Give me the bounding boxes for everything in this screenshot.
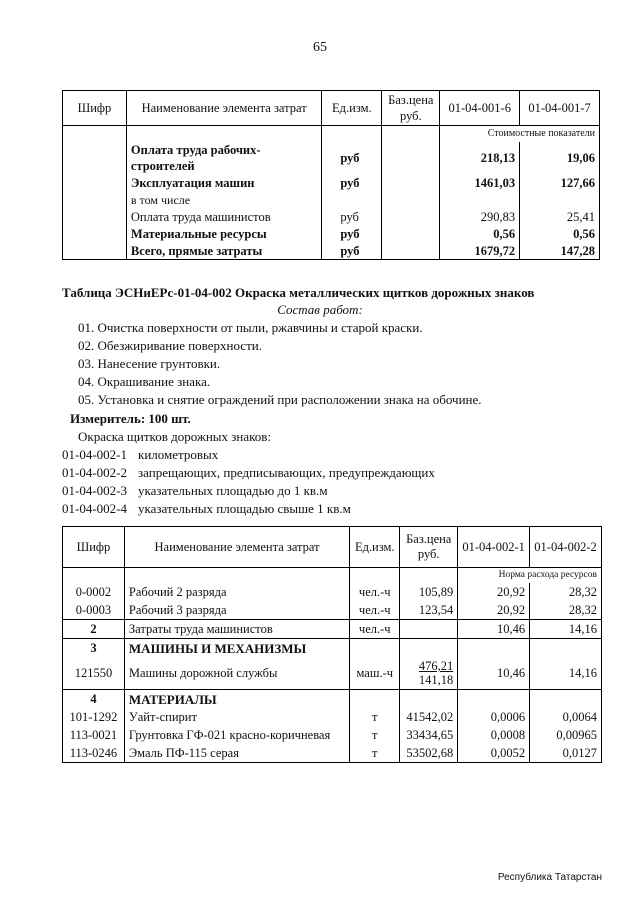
cell-code: 121550 [63,657,125,690]
variant-item [62,464,435,482]
cell-name: Машины дорожной службы [124,657,349,690]
resource-table-2 [62,526,602,763]
table-row [63,726,602,744]
cell-code [63,191,127,208]
variant-item [62,500,435,518]
cell-name: Рабочий 3 разряда [124,601,349,620]
table-subheader-row [63,126,600,143]
cell-value-1 [458,639,530,658]
intro-text: Окраска щитков дорожных знаков: [78,429,272,444]
table-header-row [63,527,602,568]
cell-value-2: 14,16 [530,620,602,639]
cell-value-2: 25,41 [520,208,600,225]
cell-unit [322,191,382,208]
table-row [63,142,600,174]
header-col1: 01-04-001-6 [440,91,520,126]
table-row [63,583,602,601]
cell-price [400,657,458,690]
cell-code: 4 [63,690,125,709]
cell-value-1: 290,83 [440,208,520,225]
cell-value-1: 1461,03 [440,174,520,191]
table-row [63,242,600,260]
work-item: 02. Обезжиривание поверхности. [78,338,262,353]
cell-value-2 [530,639,602,658]
cell-code: 2 [63,620,125,639]
cell-name: Эксплуатация машин [126,174,322,191]
cell-price: 53502,68 [400,744,458,763]
cell-value-2 [520,191,600,208]
cell-name: Оплата труда машинистов [126,208,322,225]
cell-code [63,225,127,242]
cell-price [382,225,440,242]
measure-unit: Измеритель: 100 шт. [70,411,191,426]
variant-text: указательных площадью до 1 кв.м [138,483,328,498]
cell-unit: чел.-ч [350,601,400,620]
cell-value-1 [440,191,520,208]
table-row [63,601,602,620]
cell-value-1: 10,46 [458,620,530,639]
cell-code [63,142,127,174]
cell-name: Материальные ресурсы [126,225,322,242]
cell-unit: руб [322,142,382,174]
cell-unit: т [350,726,400,744]
footer-region: Республика Татарстан [497,872,602,883]
cell-value-1: 0,0008 [458,726,530,744]
cell-price: 41542,02 [400,708,458,726]
cell-price [400,690,458,709]
table-row [63,225,600,242]
table-row [63,708,602,726]
variant-text: запрещающих, предписывающих, предупреждающих [138,465,435,480]
cell-price [382,191,440,208]
cell-value-2: 19,06 [520,142,600,174]
table-row [63,657,602,690]
table-row [63,174,600,191]
work-items-list [78,319,482,409]
header-col1: 01-04-002-1 [458,527,530,568]
cell-unit: маш.-ч [350,657,400,690]
work-item: 04. Окрашивание знака. [78,374,211,389]
header-unit: Ед.изм. [322,91,382,126]
variant-text: километровых [138,447,219,462]
cell-value-2: 0,56 [520,225,600,242]
table-row [63,744,602,763]
cell-unit: чел.-ч [350,620,400,639]
cell-code [63,174,127,191]
variant-text: указательных площадью свыше 1 кв.м [138,501,351,516]
cell-unit [350,639,400,658]
cell-value-1: 1679,72 [440,242,520,260]
header-name: Наименование элемента затрат [124,527,349,568]
table-row [63,690,602,709]
table-row [63,639,602,658]
cell-code: 113-0021 [63,726,125,744]
header-name: Наименование элемента затрат [126,91,322,126]
cell-price [400,639,458,658]
cell-value-1: 10,46 [458,657,530,690]
cell-unit: руб [322,174,382,191]
cell-value-2: 0,00965 [530,726,602,744]
cell-value-1 [458,690,530,709]
cell-unit: руб [322,225,382,242]
cell-name: Всего, прямые затраты [126,242,322,260]
header-col2: 01-04-001-7 [520,91,600,126]
cell-value-1: 0,0006 [458,708,530,726]
cell-value-2: 127,66 [520,174,600,191]
cell-unit: т [350,744,400,763]
price-value: 476,21 [418,659,454,673]
subheader-label: Норма расхода ресурсов [458,568,602,584]
cell-code [63,208,127,225]
table-row [63,208,600,225]
cell-value-1: 0,0052 [458,744,530,763]
cell-value-1: 20,92 [458,583,530,601]
variant-code: 01-04-002-2 [62,465,127,480]
cell-code: 113-0246 [63,744,125,763]
cell-value-1: 20,92 [458,601,530,620]
cell-value-2: 28,32 [530,583,602,601]
header-price: Баз.цена руб. [382,91,440,126]
cell-price: 105,89 [400,583,458,601]
work-item: 01. Очистка поверхности от пыли, ржавчины и старой краски. [78,320,423,335]
cell-price: 33434,65 [400,726,458,744]
cost-table-1 [62,90,600,260]
header-unit: Ед.изм. [350,527,400,568]
variant-code: 01-04-002-4 [62,501,127,516]
cell-code: 101-1292 [63,708,125,726]
subheader-label: Стоимостные показатели [440,126,600,143]
work-item: 05. Установка и снятие ограждений при расположении знака на обочине. [78,392,482,407]
cell-value-2: 14,16 [530,657,602,690]
page-number: 65 [313,40,327,55]
table-row [63,620,602,639]
cell-price [400,620,458,639]
cell-value-2: 28,32 [530,601,602,620]
cell-name: Эмаль ПФ-115 серая [124,744,349,763]
cell-value-2: 0,0064 [530,708,602,726]
cell-price [382,142,440,174]
variants-list [62,446,435,518]
cell-unit [350,690,400,709]
variant-item [62,482,435,500]
cell-unit: т [350,708,400,726]
cell-value-2: 0,0127 [530,744,602,763]
header-code: Шифр [63,527,125,568]
cell-name: Оплата труда рабочих-строителей [126,142,322,174]
cell-code: 0-0003 [63,601,125,620]
cell-price: 123,54 [400,601,458,620]
cell-value-1: 0,56 [440,225,520,242]
variant-item [62,446,435,464]
cell-code: 0-0002 [63,583,125,601]
cell-value-2: 147,28 [520,242,600,260]
work-item: 03. Нанесение грунтовки. [78,356,221,371]
variant-code: 01-04-002-3 [62,483,127,498]
cell-name: Уайт-спирит [124,708,349,726]
cell-name: Рабочий 2 разряда [124,583,349,601]
cell-price [382,242,440,260]
cell-unit: руб [322,208,382,225]
cell-unit: руб [322,242,382,260]
cell-code: 3 [63,639,125,658]
table-title: Таблица ЭСНиЕРс-01-04-002 Окраска металлических щитков дорожных знаков [62,285,535,300]
header-col2: 01-04-002-2 [530,527,602,568]
cell-name: в том числе [126,191,322,208]
header-code: Шифр [63,91,127,126]
cell-name: Затраты труда машинистов [124,620,349,639]
table-header-row [63,91,600,126]
cell-code [63,242,127,260]
variant-code: 01-04-002-1 [62,447,127,462]
table-row [63,191,600,208]
cell-value-2 [530,690,602,709]
cell-name: МАТЕРИАЛЫ [124,690,349,709]
cell-price [382,174,440,191]
price-value-machinist: 141,18 [418,673,454,687]
cell-name: МАШИНЫ И МЕХАНИЗМЫ [124,639,349,658]
cell-name: Грунтовка ГФ-021 красно-коричневая [124,726,349,744]
table-subheader-row [63,568,602,584]
work-composition-title: Состав работ: [277,302,363,317]
header-price: Баз.цена руб. [400,527,458,568]
cell-price [382,208,440,225]
cell-unit: чел.-ч [350,583,400,601]
cell-value-1: 218,13 [440,142,520,174]
